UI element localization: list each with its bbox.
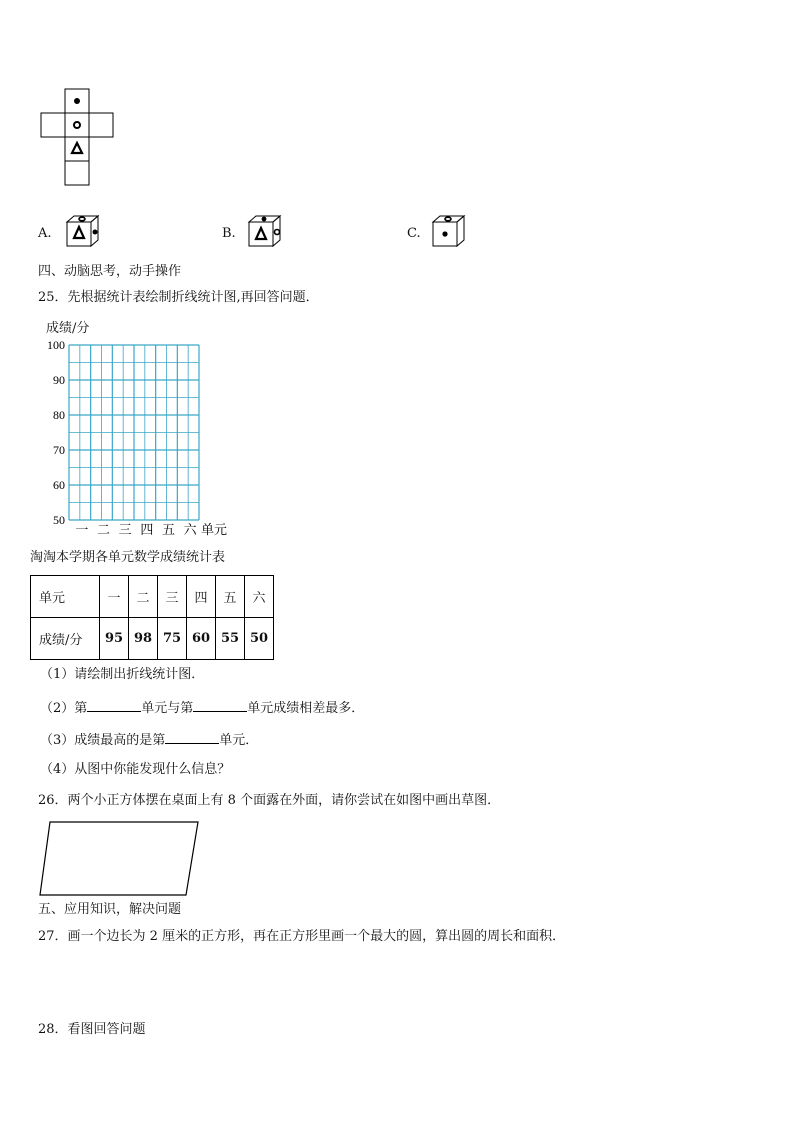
y-tick-label: 60 [53,478,65,492]
table-cell-score: 55 [216,618,245,660]
answer-blank-1[interactable] [87,699,141,712]
x-category-label: 二 [96,523,111,536]
x-category-label: 一 [75,523,89,536]
option-a[interactable] [38,226,52,241]
q25-title: 25．先根据统计表绘制折线统计图,再回答问题． [38,290,319,305]
q25-sub2 [40,699,364,717]
option-c[interactable] [407,226,421,241]
table-row1-head: 单元 [31,576,100,618]
x-category-label: 四 [140,523,154,536]
table-cell-score: 98 [129,618,158,660]
x-category-label: 五 [161,523,176,536]
section-4-title: 四、动脑思考，动手操作 [38,264,182,279]
q25-sub2-a: （2）第 [40,701,88,716]
q25-sub2-b: 单元与第 [141,701,194,716]
q26-title: 26．两个小正方体摆在桌面上有 8 个面露在外面，请你尝试在如图中画出草图． [38,793,501,808]
dot-icon [74,98,80,104]
y-tick-label: 70 [53,443,65,457]
score-table [30,575,274,660]
x-axis-label: 单元 [201,523,228,536]
parallelogram-figure[interactable] [36,818,202,900]
y-tick-label: 90 [53,373,65,387]
chart [30,336,230,536]
table-cell-unit: 四 [187,576,216,618]
table-cell-unit: 三 [158,576,187,618]
option-c-cube[interactable] [430,214,470,248]
answer-blank-2[interactable] [193,699,247,712]
table-cell-score: 60 [187,618,216,660]
ring-icon [74,122,80,128]
table-cell-unit: 六 [245,576,274,618]
q25-sub3-b: 单元． [219,733,259,748]
table-cell-score: 95 [100,618,129,660]
table-cell-unit: 五 [216,576,245,618]
table-cell-unit: 一 [100,576,129,618]
table-row [31,618,274,660]
table-cell-unit: 二 [129,576,158,618]
table-title: 淘淘本学期各单元数学成绩统计表 [30,550,226,565]
triangle-icon [72,143,82,153]
option-b[interactable] [222,226,236,241]
q25-sub1: （1）请绘制出折线统计图． [40,667,205,682]
q25-sub4: （4）从图中你能发现什么信息？ [40,762,231,777]
q25-sub3 [40,731,258,749]
q27-title: 27．画一个边长为 2 厘米的正方形，再在正方形里画一个最大的圆，算出圆的周长和面积． [38,929,566,944]
option-b-cube[interactable] [246,214,286,248]
q25-sub3-a: （3）成绩最高的是第 [40,733,166,748]
answer-blank-3[interactable] [165,731,219,744]
section-5-title: 五、应用知识，解决问题 [38,902,182,917]
x-category-label: 三 [118,523,132,536]
x-category-label: 六 [183,523,197,536]
option-b-label: B. [222,226,236,241]
option-c-label: C. [407,226,421,241]
table-row2-head: 成绩/分 [31,618,100,660]
y-tick-label: 50 [53,513,65,527]
cube-net-figure [38,86,118,188]
y-tick-label: 80 [53,408,65,422]
table-cell-score: 75 [158,618,187,660]
chart-ylabel: 成绩/分 [46,321,90,336]
q28-title: 28．看图回答问题 [38,1022,146,1037]
q25-sub2-c: 单元成绩相差最多． [247,701,365,716]
y-tick-label: 100 [47,338,65,352]
table-row [31,576,274,618]
option-a-label: A. [38,226,52,241]
option-a-cube[interactable] [64,214,104,248]
table-cell-score: 50 [245,618,274,660]
